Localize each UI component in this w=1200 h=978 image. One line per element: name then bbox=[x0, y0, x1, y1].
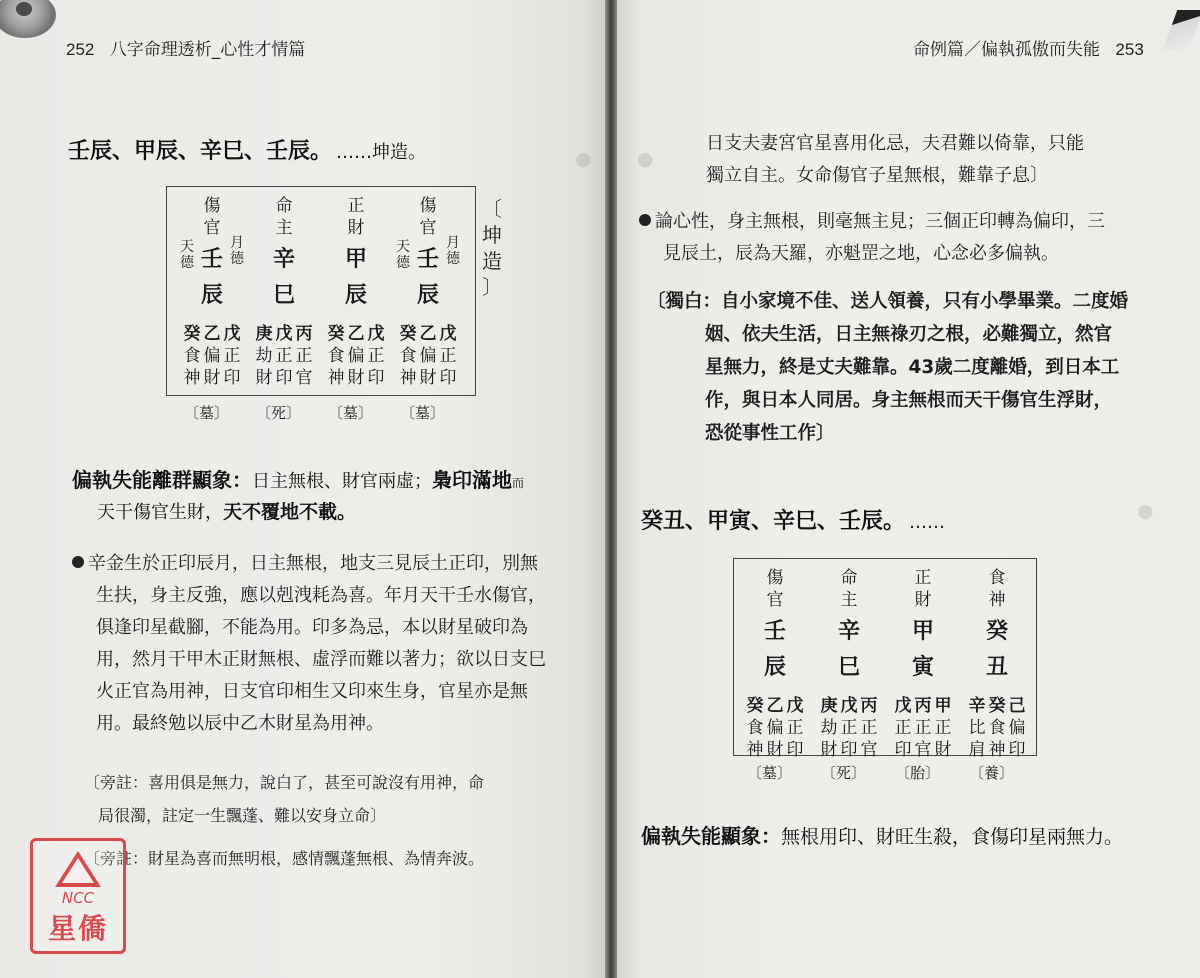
dubai-line-2: 星無力，終是丈夫難靠。43歲二度離婚，到日本工 bbox=[705, 357, 1120, 378]
virtue-note-right: 月 德 bbox=[446, 235, 460, 267]
hidden-stem: 癸 食 神 bbox=[746, 696, 764, 760]
pillar-column-0 bbox=[746, 559, 804, 760]
ncc-logo-stamp bbox=[30, 838, 126, 954]
stamp-ncc: NCC bbox=[61, 889, 95, 907]
hidden-stem: 庚 劫 財 bbox=[255, 324, 273, 388]
image-text: 無根用印、財旺生殺，食傷印星兩無力。 bbox=[781, 826, 1124, 848]
pillar-label: 正 財 bbox=[347, 196, 365, 238]
page-number: 252 bbox=[66, 40, 95, 59]
heavenly-stem: 甲 bbox=[344, 246, 367, 272]
image-bold: 梟印滿地 bbox=[432, 468, 512, 492]
hidden-stem: 庚 劫 財 bbox=[820, 696, 838, 760]
virtue-note-left: 天 德 bbox=[180, 239, 194, 271]
note1-line1: 〔旁註：喜用俱是無力，說白了，甚至可說沒有用神，命 bbox=[84, 773, 485, 792]
earthly-branch: 寅 bbox=[911, 654, 934, 680]
chart1-side-label: 〔 坤 造 〕 bbox=[482, 197, 502, 299]
hidden-stem: 甲 正 財 bbox=[934, 696, 952, 760]
triangle-icon bbox=[55, 851, 101, 887]
left-running-header bbox=[66, 35, 305, 60]
para-line bbox=[72, 548, 592, 580]
life-stage-label: 〔墓〕 bbox=[747, 764, 793, 782]
pillar-column-2 bbox=[327, 187, 385, 388]
hidden-stem: 乙 偏 財 bbox=[347, 324, 365, 388]
hidden-stem: 戊 正 印 bbox=[367, 324, 385, 388]
hidden-stem: 癸 食 神 bbox=[988, 696, 1006, 760]
hidden-stem: 戊 正 印 bbox=[223, 324, 241, 388]
pillar-label: 正 財 bbox=[914, 568, 932, 610]
pillar-column-3 bbox=[396, 187, 460, 388]
xinxing-line1: 論心性，身主無根，則毫無主見；三個正印轉為偏印，三 bbox=[655, 211, 1105, 232]
pillars-line: 癸丑、甲寅、辛巳、壬辰。 bbox=[641, 509, 906, 534]
hidden-stem: 丙 正 官 bbox=[860, 696, 878, 760]
chart2-pillars bbox=[641, 504, 945, 535]
hidden-stem: 癸 食 神 bbox=[183, 324, 201, 388]
dubai-line-3: 作，與日本人同居。身主無根而天干傷官生浮財， bbox=[705, 390, 1113, 411]
pillars-line: 壬辰、甲辰、辛巳、壬辰。 bbox=[68, 139, 333, 164]
hidden-stem: 乙 偏 財 bbox=[203, 324, 221, 388]
life-stage-label: 〔養〕 bbox=[969, 764, 1015, 782]
virtue-note-right: 月 德 bbox=[230, 235, 244, 267]
right-image-line bbox=[641, 820, 1123, 849]
top-line-0: 日支夫妻宮官星喜用化忌，夫君難以倚靠，只能 bbox=[706, 133, 1084, 154]
pillars-suffix: …… bbox=[909, 512, 946, 533]
earthly-branch: 辰 bbox=[763, 654, 786, 680]
pillar-column-0 bbox=[180, 187, 244, 388]
chart1-pillars bbox=[68, 134, 426, 165]
virtue-note-left: 天 德 bbox=[396, 239, 410, 271]
chart2-box bbox=[733, 558, 1037, 760]
xinxing-paragraph bbox=[639, 206, 1179, 270]
pillar-label: 食 神 bbox=[988, 568, 1006, 610]
pencil-icon bbox=[1163, 10, 1200, 50]
hidden-stem: 戊 正 印 bbox=[786, 696, 804, 760]
left-page: ● 252 八字命理透析_心性才情篇 壬辰、甲辰、辛巳、壬辰。 ……坤造。 傷 官 壬 辰 天 德 月 德 癸 食 神 乙 偏 財 戊 正 印 命 主 辛 巳 庚 劫 財 戊 正 印 丙 正 官 正 財 甲 辰 癸 食 神 乙 偏 財 戊 正 印 傷 官 壬 辰 天 德 月 德 癸 食 神 乙 偏 財 戊 正 印 〔 坤 造 〕 偏執失能離群顯象：日主無根、財官兩虛；梟印滿地而 天干傷官生財，天不覆地不載。 辛金生於正印辰月，日主無根，地支三見辰土正印，別無 生扶，身主反強，應以剋洩耗為喜。年月天干壬水傷官， 俱逢印星截腳，不能為用。印多為忌，本以財星破印為 用，然月干甲木正財無根、虛浮而難以著力；欲以日支巳 火正官為用神，日支官印相生又印來生身，官星亦是無 用。最終勉以辰中乙木財星為用神。 〔旁註：喜用俱是無力，說白了，甚至可說沒有用神，命 局很濁，註定一生飄蓬、難以安身立命〕 〔旁註：財星為喜而無明根，感情飄蓬無根、為情奔波。 NCC 星僑 〔墓〕 〔死〕 〔墓〕 〔墓〕 bbox=[0, 0, 605, 978]
heavenly-stem: 壬 bbox=[416, 246, 439, 272]
hidden-stem: 丙 正 官 bbox=[295, 324, 313, 388]
continued-note bbox=[706, 128, 1176, 192]
hidden-stem: 辛 比 肩 bbox=[968, 696, 986, 760]
life-stage-label: 〔死〕 bbox=[821, 764, 867, 782]
pillar-label: 命 主 bbox=[275, 196, 293, 238]
heavenly-stem: 辛 bbox=[837, 618, 860, 644]
pillar-column-1 bbox=[255, 187, 313, 388]
hidden-stem: 戊 正 印 bbox=[894, 696, 912, 760]
monologue-paragraph bbox=[647, 285, 1187, 450]
pillar-column-2 bbox=[894, 559, 952, 760]
earthly-branch: 辰 bbox=[416, 282, 439, 308]
image-heading: 偏執失能顯象： bbox=[641, 824, 781, 848]
image-text: 日主無根、財官兩虛； bbox=[252, 471, 432, 492]
dubai-line-1: 姻、依夫生活，日主無祿刃之根，必難獨立，然官 bbox=[705, 324, 1113, 345]
pillar-column-1 bbox=[820, 559, 878, 760]
page-number: 253 bbox=[1115, 40, 1144, 59]
dubai-line-0: 〔獨白：自小家境不佳、送人領養，只有小學畢業。二度婚 bbox=[647, 291, 1129, 312]
header-title: 八字命理透析_心性才情篇 bbox=[109, 40, 306, 60]
pillar-label: 傷 官 bbox=[203, 196, 221, 238]
header-title: 命例篇／偏執孤傲而失能 bbox=[913, 40, 1100, 60]
earthly-branch: 辰 bbox=[200, 282, 223, 308]
top-line-1: 獨立自主。女命傷官子星無根，難靠子息〕 bbox=[706, 165, 1048, 186]
earthly-branch: 巳 bbox=[272, 282, 295, 308]
hidden-stem: 戊 正 印 bbox=[439, 324, 457, 388]
heavenly-stem: 甲 bbox=[911, 618, 934, 644]
life-stage-label: 〔墓〕 bbox=[400, 404, 446, 422]
note2-line: 〔旁註：財星為喜而無明根，感情飄蓬無根、為情奔波。 bbox=[84, 849, 485, 868]
para-line-2: 俱逢印星截腳，不能為用。印多為忌，本以財星破印為 bbox=[96, 617, 528, 638]
para-line-1: 生扶，身主反強，應以剋洩耗為喜。年月天干壬水傷官， bbox=[96, 585, 546, 606]
image-end: 而 bbox=[512, 476, 525, 490]
side-note-1 bbox=[84, 766, 594, 832]
right-page: ● ● 命例篇／偏執孤傲而失能 253 日支夫妻宮官星喜用化忌，夫君難以倚靠，只能 獨立自主。女命傷官子星無根，難靠子息〕 論心性，身主無根，則毫無主見；三個正印轉為偏印，三 見辰土，辰為天羅，亦魁罡之地，心念必多偏執。 〔獨白：自小家境不佳、送人領養，只有小學畢業。二度婚 姻、依夫生活，日主無祿刃之根，必難獨立，然官 星無力，終是丈夫難靠。43歲二度離婚，到日本工 作，與日本人同居。身主無根而天干傷官生浮財， 恐從事性工作〕 癸丑、甲寅、辛巳、壬辰。 …… 傷 官 壬 辰 癸 食 神 乙 偏 財 戊 正 印 命 主 辛 巳 庚 劫 財 戊 正 印 丙 正 官 正 財 甲 寅 戊 正 印 丙 正 官 甲 正 財 食 神 癸 丑 辛 比 肩 癸 食 神 己 偏 印 偏執失能顯象：無根用印、財旺生殺，食傷印星兩無力。 〔墓〕 〔死〕 〔胎〕 〔養〕 bbox=[617, 0, 1200, 978]
hidden-stem: 己 偏 印 bbox=[1008, 696, 1026, 760]
life-stage-label: 〔墓〕 bbox=[328, 404, 374, 422]
right-running-header bbox=[913, 35, 1144, 60]
hidden-stem: 乙 偏 財 bbox=[766, 696, 784, 760]
life-stage-label: 〔胎〕 bbox=[895, 764, 941, 782]
para-line-4: 火正官為用神，日支官印相生又印來生身，官星亦是無 bbox=[96, 681, 528, 702]
side-note-2 bbox=[84, 842, 594, 875]
para-line-5: 用。最終勉以辰中乙木財星為用神。 bbox=[96, 713, 384, 734]
hidden-stem: 丙 正 官 bbox=[914, 696, 932, 760]
chart1-box bbox=[166, 186, 476, 396]
dubai-line-4: 恐從事性工作〕 bbox=[705, 423, 835, 444]
image-bold-2: 天不覆地不載。 bbox=[223, 501, 357, 523]
image-text-2: 天干傷官生財， bbox=[97, 502, 223, 523]
earthly-branch: 巳 bbox=[837, 654, 860, 680]
stamp-text: 星僑 bbox=[47, 912, 108, 945]
hidden-stem: 戊 正 印 bbox=[840, 696, 858, 760]
pillars-suffix: ……坤造。 bbox=[336, 142, 427, 163]
life-stage-label: 〔墓〕 bbox=[184, 404, 230, 422]
xinxing-line2: 見辰土，辰為天羅，亦魁罡之地，心念必多偏執。 bbox=[663, 243, 1059, 264]
hidden-stem: 戊 正 印 bbox=[275, 324, 293, 388]
heavenly-stem: 壬 bbox=[763, 618, 786, 644]
para-line-3: 用，然月干甲木正財無根、虛浮而難以著力；欲以日支巳 bbox=[96, 649, 546, 670]
heavenly-stem: 辛 bbox=[272, 246, 295, 272]
pillar-label: 命 主 bbox=[840, 568, 858, 610]
hidden-stem: 乙 偏 財 bbox=[419, 324, 437, 388]
left-image-line2 bbox=[97, 497, 356, 524]
hidden-stem: 癸 食 神 bbox=[327, 324, 345, 388]
analysis-paragraph bbox=[72, 548, 592, 740]
earthly-branch: 丑 bbox=[985, 654, 1008, 680]
pillar-column-3 bbox=[968, 559, 1026, 760]
bullet-icon bbox=[72, 556, 84, 568]
para-line-0: 辛金生於正印辰月，日主無根，地支三見辰土正印，別無 bbox=[88, 553, 538, 574]
binder-ring bbox=[0, 0, 56, 38]
pillar-label: 傷 官 bbox=[766, 568, 784, 610]
image-heading: 偏執失能離群顯象： bbox=[72, 468, 252, 492]
hidden-stem: 癸 食 神 bbox=[399, 324, 417, 388]
bullet-icon bbox=[639, 214, 651, 226]
book-gutter bbox=[605, 0, 617, 978]
heavenly-stem: 癸 bbox=[985, 618, 1008, 644]
pillar-label: 傷 官 bbox=[419, 196, 437, 238]
note1-line2: 局很濁，註定一生飄蓬、難以安身立命〕 bbox=[98, 806, 387, 825]
heavenly-stem: 壬 bbox=[200, 246, 223, 272]
left-image-line1 bbox=[72, 464, 524, 493]
earthly-branch: 辰 bbox=[344, 282, 367, 308]
life-stage-label: 〔死〕 bbox=[256, 404, 302, 422]
